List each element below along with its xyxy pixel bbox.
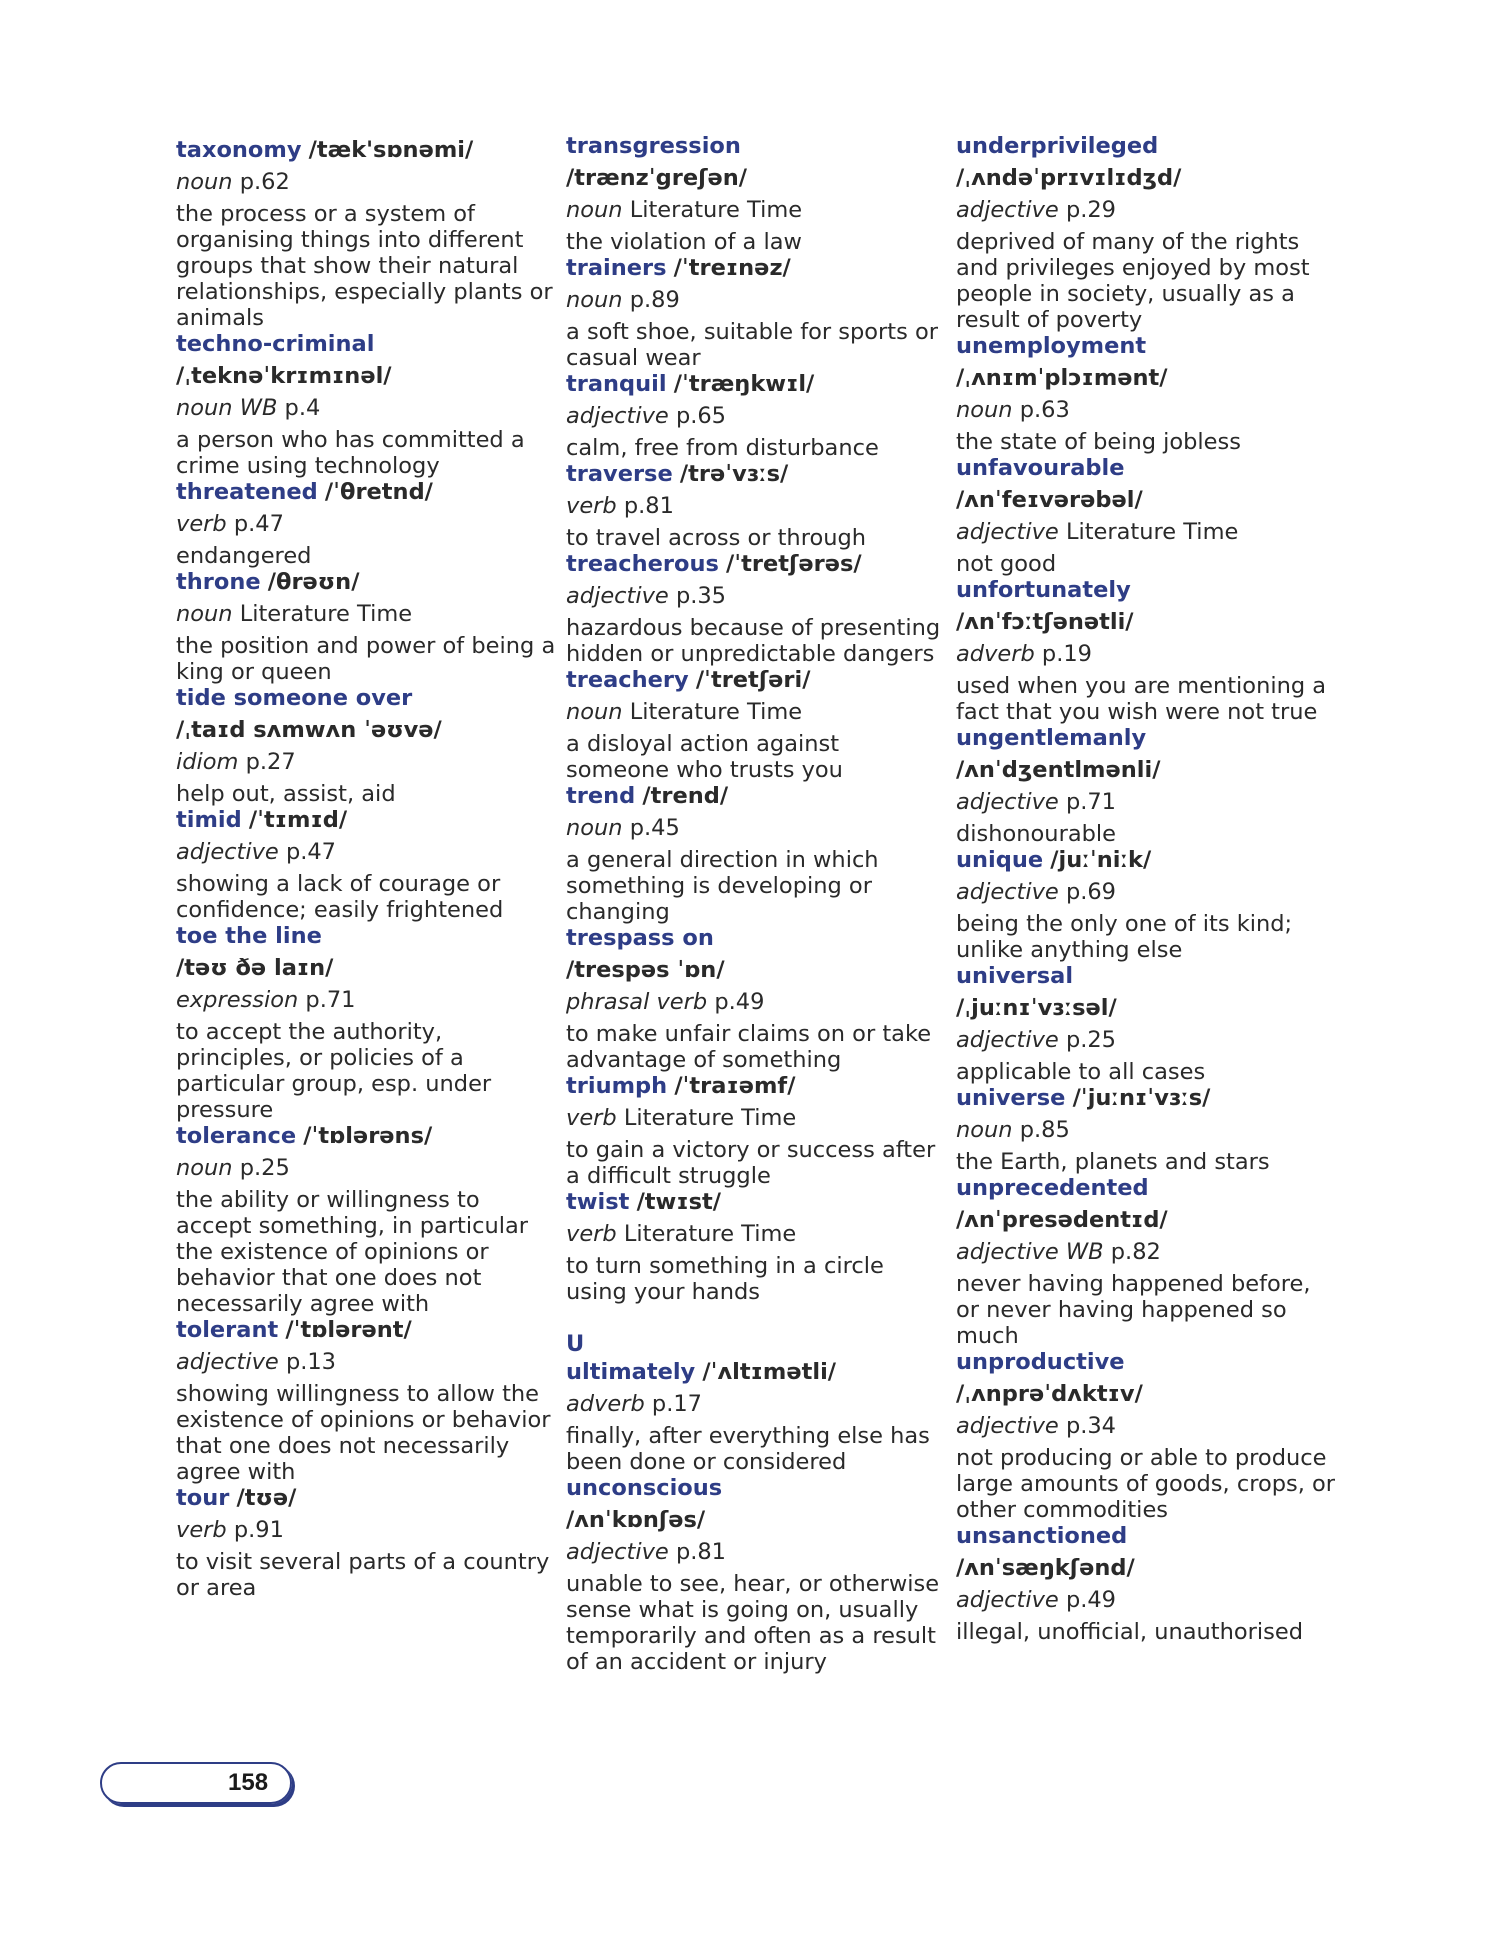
headword: traverse bbox=[566, 461, 673, 487]
headword: tolerance bbox=[176, 1123, 297, 1149]
page-reference: p.35 bbox=[675, 583, 727, 609]
headword: unconscious bbox=[566, 1475, 723, 1501]
glossary-entry bbox=[956, 455, 1336, 577]
pronunciation: /ˌʌnɪmˈplɔɪmənt/ bbox=[956, 365, 1168, 391]
definition: used when you are mentioning a fact that you wish were not true bbox=[956, 673, 1327, 725]
pronunciation: /tʊə/ bbox=[236, 1485, 297, 1511]
headword: tranquil bbox=[566, 371, 667, 397]
glossary-entry bbox=[956, 577, 1336, 725]
part-of-speech: adjective bbox=[956, 519, 1059, 545]
entry-head bbox=[176, 1485, 556, 1511]
definition: calm, free from disturbance bbox=[566, 435, 879, 461]
headword: universal bbox=[956, 963, 1074, 989]
part-of-speech: noun bbox=[176, 601, 233, 627]
headword: treacherous bbox=[566, 551, 719, 577]
part-of-speech: adjective bbox=[176, 1349, 279, 1375]
glossary-entry bbox=[956, 1523, 1336, 1645]
pronunciation: /ˈθretnd/ bbox=[324, 479, 433, 505]
part-of-speech: adjective bbox=[956, 879, 1059, 905]
entry-meta bbox=[956, 641, 1336, 667]
part-of-speech: adjective bbox=[176, 839, 279, 865]
definition: applicable to all cases bbox=[956, 1059, 1206, 1085]
definition: deprived of many of the rights and privileges enjoyed by most people in society, usually as a result of poverty bbox=[956, 229, 1310, 333]
glossary-entry bbox=[566, 783, 946, 925]
page-reference: p.82 bbox=[1110, 1239, 1161, 1265]
pronunciation: /trespəs ˈɒn/ bbox=[566, 957, 725, 983]
page-reference: p.49 bbox=[714, 989, 765, 1015]
part-of-speech: noun bbox=[566, 699, 623, 725]
pronunciation: /təʊ ðə laɪn/ bbox=[176, 955, 334, 981]
definition: showing willingness to allow the existence of opinions or behavior that one does not necessarily agree with bbox=[176, 1381, 551, 1485]
headword: transgression bbox=[566, 133, 741, 159]
entry-meta bbox=[956, 789, 1336, 815]
definition: illegal, unofficial, unauthorised bbox=[956, 1619, 1303, 1645]
glossary-column-3 bbox=[956, 133, 1336, 1645]
entry-meta bbox=[566, 989, 946, 1015]
entry-head bbox=[176, 685, 556, 711]
glossary-entry bbox=[566, 667, 946, 783]
pronunciation: /ˈtɒlərəns/ bbox=[303, 1123, 433, 1149]
part-of-speech: verb bbox=[176, 1517, 227, 1543]
definition: to make unfair claims on or take advantage of something bbox=[566, 1021, 932, 1073]
headword: timid bbox=[176, 807, 242, 833]
pronunciation: /ˈtɒlərənt/ bbox=[285, 1317, 412, 1343]
headword: trespass on bbox=[566, 925, 714, 951]
entry-head bbox=[956, 847, 1336, 873]
part-of-speech: adjective bbox=[956, 1587, 1059, 1613]
headword: ultimately bbox=[566, 1359, 696, 1385]
glossary-entry bbox=[956, 725, 1336, 847]
entry-meta bbox=[176, 987, 556, 1013]
pronunciation: /twɪst/ bbox=[636, 1189, 721, 1215]
page-reference: p.71 bbox=[1065, 789, 1117, 815]
entry-meta bbox=[566, 403, 946, 429]
glossary-entry bbox=[566, 133, 946, 255]
glossary-entry bbox=[176, 569, 556, 685]
entry-head bbox=[176, 137, 556, 163]
headword: underprivileged bbox=[956, 133, 1159, 159]
page-reference: p.19 bbox=[1041, 641, 1092, 667]
page-reference: p.25 bbox=[1065, 1027, 1117, 1053]
headword: tolerant bbox=[176, 1317, 279, 1343]
definition: the violation of a law bbox=[566, 229, 802, 255]
glossary-entry bbox=[176, 331, 556, 479]
entry-meta bbox=[566, 1539, 946, 1565]
definition: the Earth, planets and stars bbox=[956, 1149, 1270, 1175]
headword: unfavourable bbox=[956, 455, 1125, 481]
pronunciation: /juːˈniːk/ bbox=[1050, 847, 1152, 873]
entry-head bbox=[566, 371, 946, 397]
page-reference: p.17 bbox=[651, 1391, 702, 1417]
definition: unable to see, hear, or otherwise sense what is going on, usually temporarily and often as a result of an accident or injury bbox=[566, 1571, 940, 1675]
entry-head bbox=[566, 133, 946, 159]
pronunciation: /ˈtraɪəmf/ bbox=[674, 1073, 796, 1099]
page-reference: p.47 bbox=[233, 511, 284, 537]
part-of-speech: noun bbox=[956, 397, 1013, 423]
entry-meta bbox=[956, 879, 1336, 905]
pronunciation: /ʌnˈpresədentɪd/ bbox=[956, 1207, 1168, 1233]
entry-head bbox=[566, 1475, 946, 1501]
pronunciation: /ʌnˈkɒnʃəs/ bbox=[566, 1507, 706, 1533]
entry-meta bbox=[566, 583, 946, 609]
entry-head bbox=[956, 333, 1336, 359]
page-reference: p.65 bbox=[675, 403, 727, 429]
entry-meta bbox=[956, 1587, 1336, 1613]
part-of-speech: adjective WB bbox=[956, 1239, 1104, 1265]
pronunciation: /ˌʌnprəˈdʌktɪv/ bbox=[956, 1381, 1143, 1407]
page-reference: p.13 bbox=[285, 1349, 337, 1375]
page-number: 158 bbox=[228, 1769, 269, 1796]
glossary-entry bbox=[566, 461, 946, 551]
part-of-speech: noun bbox=[176, 1155, 233, 1181]
definition: to accept the authority, principles, or policies of a particular group, esp. under pressure bbox=[176, 1019, 492, 1123]
page-reference: p.89 bbox=[629, 287, 680, 313]
glossary-entry bbox=[566, 1189, 946, 1305]
page-reference: p.81 bbox=[675, 1539, 727, 1565]
entry-head bbox=[956, 1175, 1336, 1201]
entry-head bbox=[956, 963, 1336, 989]
glossary-entry bbox=[566, 371, 946, 461]
entry-meta bbox=[956, 1027, 1336, 1053]
entry-meta bbox=[176, 1349, 556, 1375]
part-of-speech: expression bbox=[176, 987, 299, 1013]
entry-meta bbox=[176, 511, 556, 537]
entry-meta bbox=[566, 197, 946, 223]
page-reference: p.4 bbox=[284, 395, 321, 421]
entry-head bbox=[566, 1189, 946, 1215]
entry-head bbox=[956, 455, 1336, 481]
part-of-speech: noun bbox=[566, 197, 623, 223]
entry-meta bbox=[176, 169, 556, 195]
part-of-speech: adjective bbox=[956, 197, 1059, 223]
page-reference: Literature Time bbox=[1065, 519, 1239, 545]
entry-head bbox=[176, 331, 556, 357]
headword: taxonomy bbox=[176, 137, 302, 163]
glossary-entry bbox=[176, 479, 556, 569]
pronunciation: /ˈjuːnɪˈvɜːs/ bbox=[1072, 1085, 1211, 1111]
entry-meta bbox=[956, 397, 1336, 423]
entry-head bbox=[176, 923, 556, 949]
headword: universe bbox=[956, 1085, 1066, 1111]
headword: toe the line bbox=[176, 923, 322, 949]
entry-head bbox=[566, 255, 946, 281]
definition: hazardous because of presenting hidden or unpredictable dangers bbox=[566, 615, 941, 667]
pronunciation: /ʌnˈfɔːtʃənətli/ bbox=[956, 609, 1134, 635]
glossary-entry bbox=[176, 1485, 556, 1601]
definition: help out, assist, aid bbox=[176, 781, 396, 807]
definition: to travel across or through bbox=[566, 525, 867, 551]
entry-head bbox=[176, 569, 556, 595]
definition: to turn something in a circle using your hands bbox=[566, 1253, 884, 1305]
headword: unemployment bbox=[956, 333, 1147, 359]
pronunciation: /ʌnˈfeɪvərəbəl/ bbox=[956, 487, 1143, 513]
section-letter: U bbox=[566, 1331, 585, 1357]
part-of-speech: noun bbox=[566, 815, 623, 841]
headword: unprecedented bbox=[956, 1175, 1149, 1201]
entry-meta bbox=[176, 839, 556, 865]
part-of-speech: verb bbox=[176, 511, 227, 537]
page-reference: p.91 bbox=[233, 1517, 284, 1543]
part-of-speech: verb bbox=[566, 493, 617, 519]
glossary-column-1 bbox=[176, 137, 556, 1601]
glossary-entry bbox=[566, 1073, 946, 1189]
entry-head bbox=[956, 133, 1336, 159]
entry-meta bbox=[566, 1221, 946, 1247]
entry-meta bbox=[176, 395, 556, 421]
pronunciation: /ʌnˈsæŋkʃənd/ bbox=[956, 1555, 1135, 1581]
part-of-speech: idiom bbox=[176, 749, 239, 775]
headword: tide someone over bbox=[176, 685, 413, 711]
entry-meta bbox=[566, 1391, 946, 1417]
glossary-entry bbox=[176, 1123, 556, 1317]
entry-head bbox=[566, 461, 946, 487]
definition: a soft shoe, suitable for sports or casual wear bbox=[566, 319, 939, 371]
glossary-entry bbox=[566, 551, 946, 667]
headword: unique bbox=[956, 847, 1044, 873]
entry-meta bbox=[956, 1117, 1336, 1143]
pronunciation: /ˌteknəˈkrɪmɪnəl/ bbox=[176, 363, 392, 389]
page-reference: p.69 bbox=[1065, 879, 1117, 905]
page-reference: p.62 bbox=[239, 169, 290, 195]
entry-head bbox=[566, 783, 946, 809]
pronunciation: /ˈtretʃərəs/ bbox=[726, 551, 862, 577]
part-of-speech: adjective bbox=[956, 789, 1059, 815]
glossary-entry bbox=[566, 1359, 946, 1475]
part-of-speech: verb bbox=[566, 1221, 617, 1247]
glossary-entry bbox=[176, 1317, 556, 1485]
glossary-entry bbox=[956, 133, 1336, 333]
definition: the ability or willingness to accept something, in particular the existence of opinions or behavior that one does not necessarily agree with bbox=[176, 1187, 529, 1317]
entry-head bbox=[956, 577, 1336, 603]
glossary-entry bbox=[956, 963, 1336, 1085]
pronunciation: /trænzˈgreʃən/ bbox=[566, 165, 747, 191]
glossary-entry bbox=[566, 925, 946, 1073]
part-of-speech: adjective bbox=[566, 1539, 669, 1565]
definition: showing a lack of courage or confidence; easily frightened bbox=[176, 871, 504, 923]
entry-meta bbox=[566, 1105, 946, 1131]
page-reference: p.25 bbox=[239, 1155, 290, 1181]
definition: the process or a system of organising things into different groups that show their natural relationships, especially plants or animals bbox=[176, 201, 553, 331]
entry-meta bbox=[176, 749, 556, 775]
entry-head bbox=[176, 1317, 556, 1343]
entry-meta bbox=[956, 519, 1336, 545]
glossary-column-2 bbox=[566, 133, 946, 1675]
entry-meta bbox=[566, 699, 946, 725]
entry-head bbox=[176, 1123, 556, 1149]
headword: treachery bbox=[566, 667, 689, 693]
headword: twist bbox=[566, 1189, 630, 1215]
part-of-speech: phrasal verb bbox=[566, 989, 708, 1015]
entry-head bbox=[176, 807, 556, 833]
part-of-speech: noun bbox=[176, 169, 233, 195]
page-reference: p.47 bbox=[285, 839, 337, 865]
pronunciation: /ˌtaɪd sʌmwʌn ˈəʊvə/ bbox=[176, 717, 442, 743]
page-reference: Literature Time bbox=[623, 1221, 797, 1247]
entry-meta bbox=[956, 197, 1336, 223]
glossary-entry bbox=[956, 1349, 1336, 1523]
pronunciation: /tæk'sɒnəmi/ bbox=[308, 137, 474, 163]
headword: tour bbox=[176, 1485, 230, 1511]
definition: finally, after everything else has been done or considered bbox=[566, 1423, 930, 1475]
headword: triumph bbox=[566, 1073, 668, 1099]
part-of-speech: adjective bbox=[956, 1027, 1059, 1053]
part-of-speech: adverb bbox=[956, 641, 1035, 667]
headword: ungentlemanly bbox=[956, 725, 1147, 751]
definition: a disloyal action against someone who trusts you bbox=[566, 731, 843, 783]
part-of-speech: adjective bbox=[566, 403, 669, 429]
page-reference: p.29 bbox=[1065, 197, 1117, 223]
headword: trend bbox=[566, 783, 636, 809]
definition: the position and power of being a king or queen bbox=[176, 633, 556, 685]
entry-meta bbox=[176, 1155, 556, 1181]
headword: techno-criminal bbox=[176, 331, 375, 357]
definition: not producing or able to produce large amounts of goods, crops, or other commodities bbox=[956, 1445, 1336, 1523]
glossary-entry bbox=[956, 1085, 1336, 1175]
entry-head bbox=[956, 725, 1336, 751]
pronunciation: /trend/ bbox=[642, 783, 729, 809]
headword: unsanctioned bbox=[956, 1523, 1128, 1549]
definition: endangered bbox=[176, 543, 312, 569]
page-reference: Literature Time bbox=[629, 699, 803, 725]
pronunciation: /ˈtræŋkwɪl/ bbox=[673, 371, 815, 397]
page-number-badge bbox=[100, 1762, 292, 1804]
entry-head bbox=[566, 667, 946, 693]
part-of-speech: noun WB bbox=[176, 395, 278, 421]
entry-head bbox=[566, 925, 946, 951]
headword: threatened bbox=[176, 479, 318, 505]
page-reference: Literature Time bbox=[239, 601, 413, 627]
definition: never having happened before, or never having happened so much bbox=[956, 1271, 1311, 1349]
entry-meta bbox=[566, 493, 946, 519]
entry-head bbox=[566, 1359, 946, 1385]
part-of-speech: adjective bbox=[956, 1413, 1059, 1439]
glossary-entry bbox=[176, 137, 556, 331]
pronunciation: /ˌʌndəˈprɪvɪlɪdʒd/ bbox=[956, 165, 1182, 191]
pronunciation: /ˌjuːnɪˈvɜːsəl/ bbox=[956, 995, 1117, 1021]
headword: trainers bbox=[566, 255, 667, 281]
entry-meta bbox=[956, 1413, 1336, 1439]
pronunciation: /θrəʊn/ bbox=[267, 569, 360, 595]
glossary-entry bbox=[956, 333, 1336, 455]
part-of-speech: adverb bbox=[566, 1391, 645, 1417]
entry-meta bbox=[566, 815, 946, 841]
page-reference: p.81 bbox=[623, 493, 674, 519]
page-reference: p.85 bbox=[1019, 1117, 1070, 1143]
page-reference: p.49 bbox=[1065, 1587, 1117, 1613]
entry-meta bbox=[176, 601, 556, 627]
definition: the state of being jobless bbox=[956, 429, 1241, 455]
pronunciation: /ˈtretʃəri/ bbox=[695, 667, 811, 693]
glossary-entry bbox=[176, 923, 556, 1123]
definition: to visit several parts of a country or area bbox=[176, 1549, 550, 1601]
headword: unfortunately bbox=[956, 577, 1131, 603]
entry-head bbox=[176, 479, 556, 505]
entry-head bbox=[956, 1349, 1336, 1375]
entry-head bbox=[956, 1085, 1336, 1111]
pronunciation: /ˈʌltɪmətli/ bbox=[702, 1359, 837, 1385]
page-reference: p.34 bbox=[1065, 1413, 1117, 1439]
entry-head bbox=[956, 1523, 1336, 1549]
headword: throne bbox=[176, 569, 261, 595]
glossary-entry bbox=[176, 685, 556, 807]
entry-head bbox=[566, 1073, 946, 1099]
glossary-entry bbox=[956, 1175, 1336, 1349]
entry-head bbox=[566, 551, 946, 577]
part-of-speech: noun bbox=[566, 287, 623, 313]
definition: dishonourable bbox=[956, 821, 1116, 847]
page-reference: Literature Time bbox=[623, 1105, 797, 1131]
part-of-speech: verb bbox=[566, 1105, 617, 1131]
entry-meta bbox=[176, 1517, 556, 1543]
glossary-entry bbox=[176, 807, 556, 923]
pronunciation: /trəˈvɜːs/ bbox=[679, 461, 789, 487]
definition: a person who has committed a crime using technology bbox=[176, 427, 525, 479]
page-reference: p.27 bbox=[245, 749, 296, 775]
page-reference: p.63 bbox=[1019, 397, 1070, 423]
headword: unproductive bbox=[956, 1349, 1125, 1375]
glossary-entry bbox=[566, 1475, 946, 1675]
entry-meta bbox=[956, 1239, 1336, 1265]
pronunciation: /ˈtɪmɪd/ bbox=[248, 807, 348, 833]
page-reference: p.45 bbox=[629, 815, 680, 841]
part-of-speech: noun bbox=[956, 1117, 1013, 1143]
definition: a general direction in which something is developing or changing bbox=[566, 847, 879, 925]
pronunciation: /ʌnˈdʒentlmənli/ bbox=[956, 757, 1161, 783]
page-reference: Literature Time bbox=[629, 197, 803, 223]
page-reference: p.71 bbox=[305, 987, 356, 1013]
glossary-entry bbox=[566, 255, 946, 371]
entry-meta bbox=[566, 287, 946, 313]
definition: to gain a victory or success after a difficult struggle bbox=[566, 1137, 936, 1189]
definition: not good bbox=[956, 551, 1057, 577]
glossary-entry bbox=[956, 847, 1336, 963]
definition: being the only one of its kind; unlike anything else bbox=[956, 911, 1293, 963]
part-of-speech: adjective bbox=[566, 583, 669, 609]
pronunciation: /ˈtreɪnəz/ bbox=[673, 255, 791, 281]
